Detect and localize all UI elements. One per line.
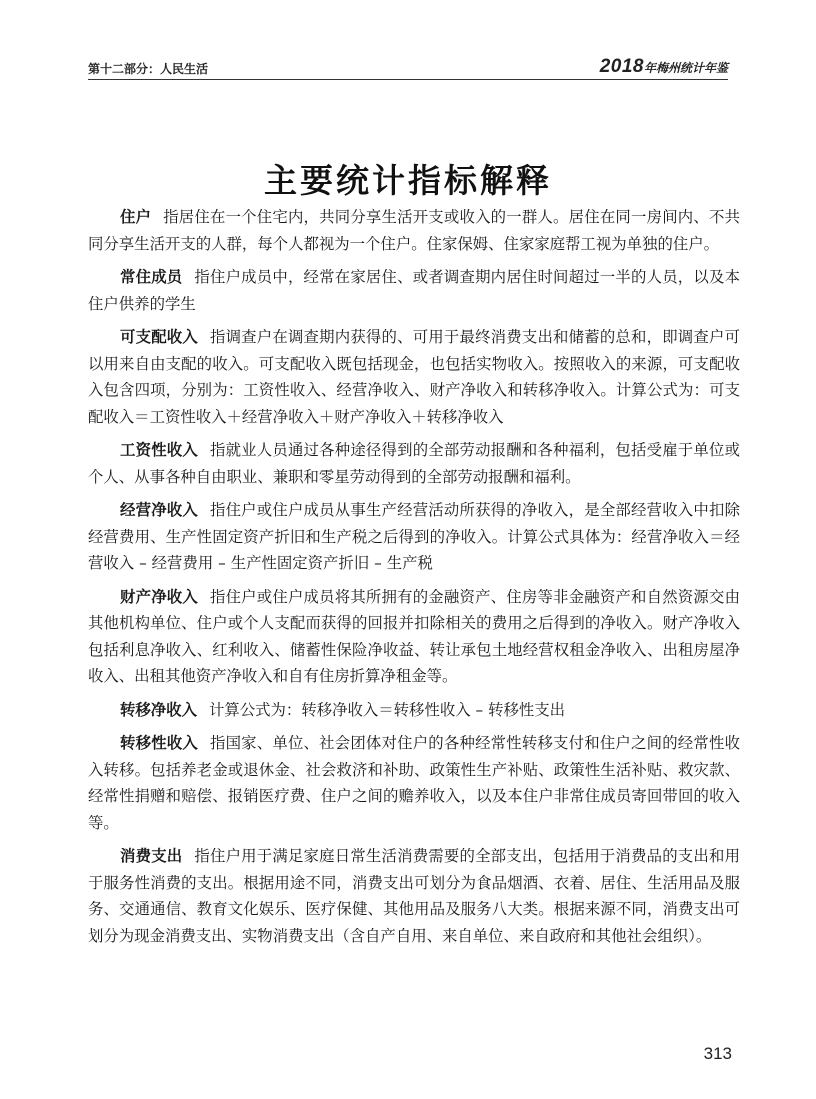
definition-paragraph xyxy=(88,843,740,949)
page-number: 313 xyxy=(703,1044,732,1063)
definition-text: 计算公式为：转移净收入＝转移性收入 – 转移性支出 xyxy=(208,700,566,719)
definition-term: 住户 xyxy=(120,208,152,226)
definition-term: 转移性收入 xyxy=(120,734,198,752)
definition-text: 指就业人员通过各种途径得到的全部劳动报酬和各种福利，包括受雇于单位或个人、从事各种自由职业、兼职和零星劳动得到的全部劳动报酬和福利。 xyxy=(88,441,740,486)
yearbook-year: 2018 xyxy=(599,56,644,77)
definition-term: 工资性收入 xyxy=(120,441,198,459)
definition-term: 消费支出 xyxy=(120,847,183,865)
definition-term: 经营净收入 xyxy=(120,501,198,519)
definition-term: 转移净收入 xyxy=(120,700,197,719)
definition-text: 指住户或住户成员从事生产经营活动所获得的净收入，是全部经营收入中扣除经营费用、生产性固定资产折旧和生产税之后得到的净收入。计算公式具体为：经营净收入＝经营收入 – 经营费用 – 生产性固定资产折旧 – 生产税 xyxy=(88,501,740,572)
definition-text: 指住户或住户成员将其所拥有的金融资产、住房等非金融资产和自然资源交由其他机构单位、住户或个人支配而获得的回报并扣除相关的费用之后得到的净收入。财产净收入包括利息净收入、红利收入、储蓄性保险净收益、转让承包土地经营权租金净收入、出租房屋净收入、出租其他资产净收入和自有住房折算净租金等。 xyxy=(88,587,740,685)
definition-text: 指国家、单位、社会团体对住户的各种经常性转移支付和住户之间的经常性收入转移。包括养老金或退休金、社会救济和补助、政策性生产补贴、政策性生活补贴、救灾款、经常性捐赠和赔偿、报销医疗费、住户之间的赡养收入，以及本住户非常住成员寄回带回的收入等。 xyxy=(88,734,740,832)
definition-paragraph xyxy=(88,264,740,317)
definition-text: 指调查户在调查期内获得的、可用于最终消费支出和储蓄的总和，即调查户可以用来自由支配的收入。可支配收入既包括现金，也包括实物收入。按照收入的来源，可支配收入包含四项，分别为：工资性收入、经营净收入、财产净收入和转移净收入。计算公式为：可支配收入＝工资性收入＋经营净收入＋财产净收入＋转移净收入 xyxy=(88,328,740,426)
section-label: 第十二部分：人民生活 xyxy=(88,62,209,76)
definitions-body xyxy=(88,204,740,956)
definition-paragraph xyxy=(88,730,740,836)
definition-text: 指住户用于满足家庭日常生活消费需要的全部支出，包括用于消费品的支出和用于服务性消费的支出。根据用途不同，消费支出可划分为食品烟酒、衣着、居住、生活用品及服务、交通通信、教育文化娱乐、医疗保健、其他用品及服务八大类。根据来源不同，消费支出可划分为现金消费支出、实物消费支出（含自产自用、来自单位、来自政府和其他社会组织）。 xyxy=(88,847,740,945)
definition-term: 可支配收入 xyxy=(120,328,198,346)
definition-paragraph xyxy=(88,437,740,490)
definition-term: 常住成员 xyxy=(120,268,183,286)
definition-text: 指居住在一个住宅内，共同分享生活开支或收入的一群人。居住在同一房间内、不共同分享生活开支的人群，每个人都视为一个住户。住家保姆、住家家庭帮工视为单独的住户。 xyxy=(88,208,740,253)
definition-text: 指住户成员中，经常在家居住、或者调查期内居住时间超过一半的人员，以及本住户供养的学生 xyxy=(88,268,740,313)
definition-paragraph xyxy=(88,497,740,577)
definition-term: 财产净收入 xyxy=(120,587,198,606)
definition-paragraph xyxy=(88,584,740,690)
definition-paragraph xyxy=(88,697,740,724)
yearbook-name: 年梅州统计年鉴 xyxy=(643,61,728,75)
page-title: 主要统计指标解释 xyxy=(264,161,552,201)
yearbook-title xyxy=(600,56,728,78)
page-header xyxy=(88,52,728,80)
definition-paragraph xyxy=(88,324,740,430)
definition-paragraph xyxy=(88,204,740,257)
header-divider xyxy=(88,79,728,80)
